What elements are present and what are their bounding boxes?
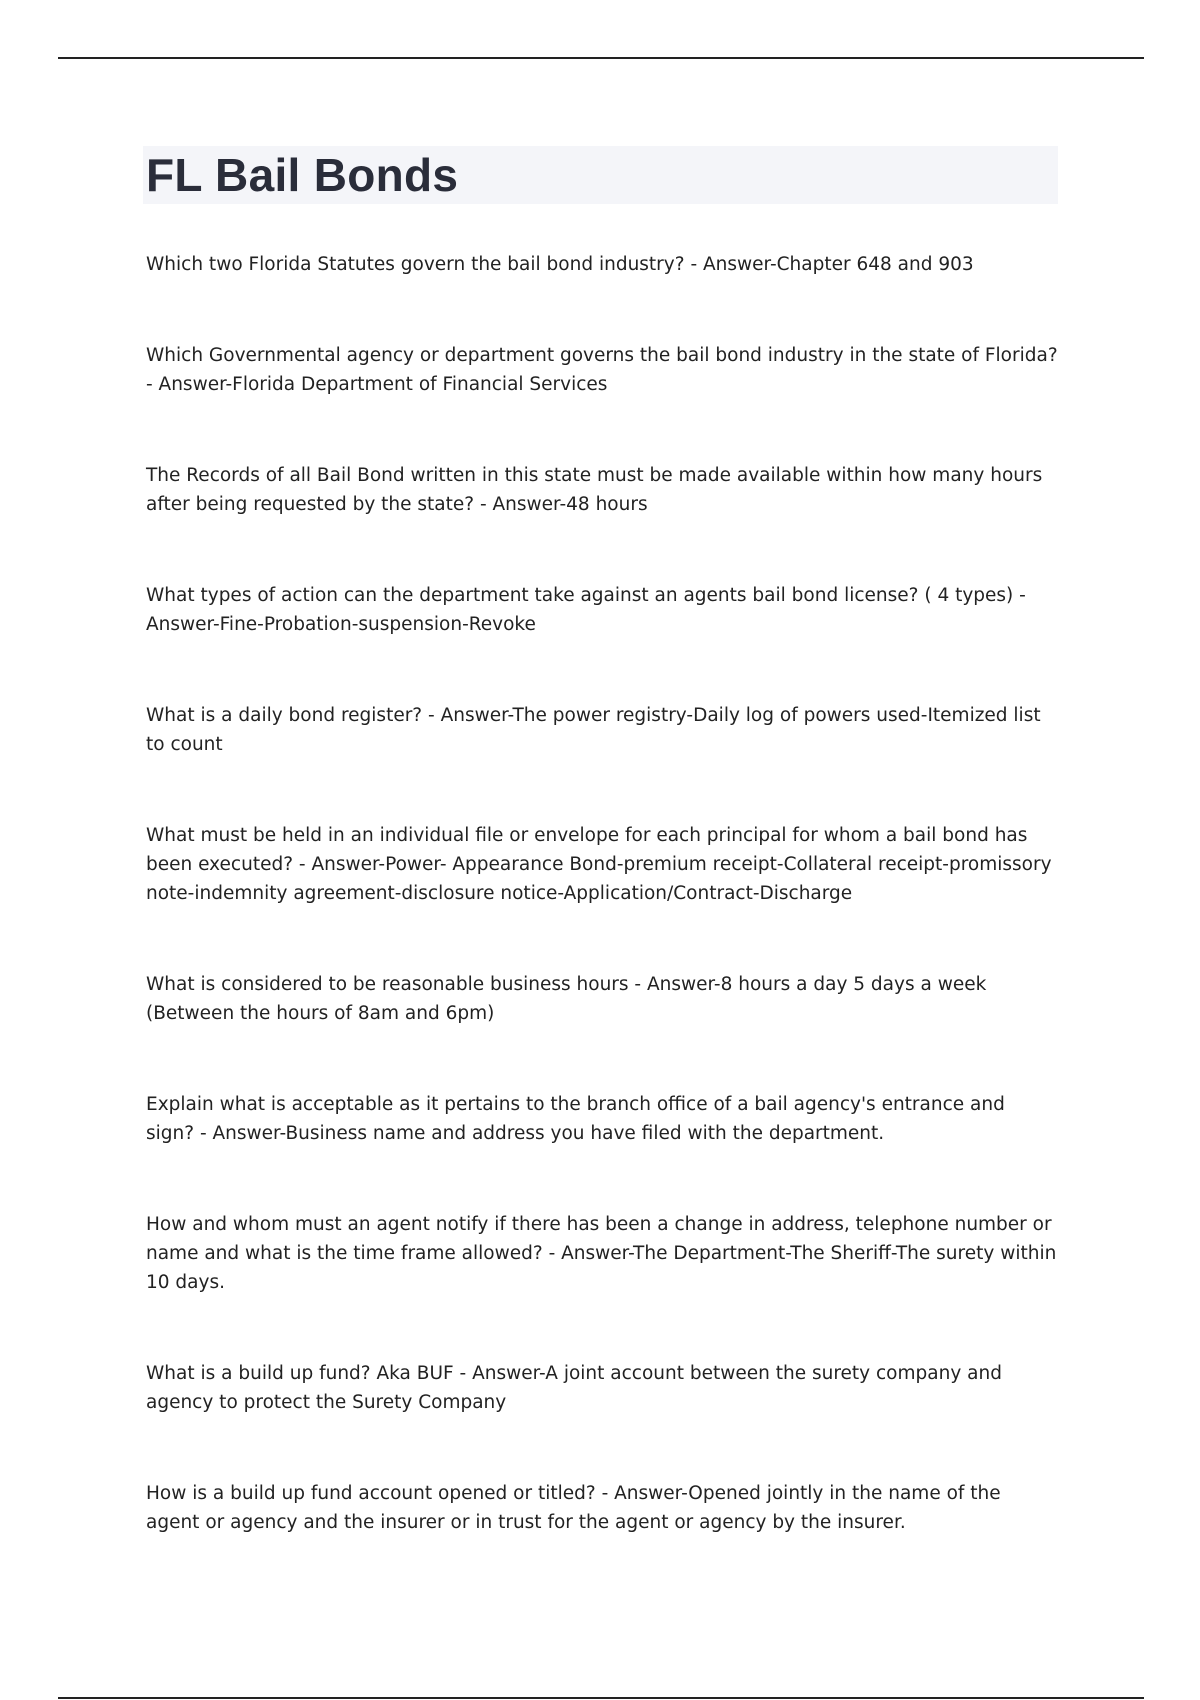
qa-item: What is considered to be reasonable business hours - Answer-8 hours a day 5 days a week (Between the hours of 8am and 6pm) (146, 974, 987, 1024)
qa-item: What types of action can the department take against an agents bail bond license? ( 4 types) - Answer-Fine-Probation-suspension-Revoke (146, 585, 1026, 635)
qa-item: Which two Florida Statutes govern the bail bond industry? - Answer-Chapter 648 and 903 (146, 254, 974, 275)
qa-item: What is a build up fund? Aka BUF - Answer-A joint account between the surety company and agency to protect the Surety Company (146, 1363, 1002, 1413)
qa-item: How is a build up fund account opened or titled? - Answer-Opened jointly in the name of the agent or agency and the insurer or in trust for the agent or agency by the insurer. (146, 1483, 1001, 1533)
bottom-divider (58, 1697, 1144, 1699)
title-banner (143, 146, 1058, 204)
qa-item: The Records of all Bail Bond written in this state must be made available within how many hours after being requested by the state? - Answer-48 hours (146, 465, 1043, 515)
qa-item: What must be held in an individual file or envelope for each principal for whom a bail bond has been executed? - Answer-Power- Appearance Bond-premium receipt-Collateral receipt-promissory note-indemnity agreement-disclosure notice-Application/Contract-Discharge (146, 825, 1052, 904)
qa-item: Which Governmental agency or department governs the bail bond industry in the state of Florida? - Answer-Florida Department of Financial Services (146, 345, 1058, 395)
document-body (143, 146, 1058, 1599)
qa-list (143, 250, 1058, 1537)
top-divider (58, 57, 1144, 59)
qa-item: How and whom must an agent notify if there has been a change in address, telephone number or name and what is the time frame allowed? - Answer-The Department-The Sheriff-The surety within 10 days. (146, 1214, 1057, 1293)
qa-item: What is a daily bond register? - Answer-The power registry-Daily log of powers used-Itemized list to count (146, 705, 1041, 755)
qa-item: Explain what is acceptable as it pertains to the branch office of a bail agency's entrance and sign? - Answer-Business name and address you have filed with the department. (146, 1094, 1005, 1144)
document-title: FL Bail Bonds (146, 149, 459, 201)
